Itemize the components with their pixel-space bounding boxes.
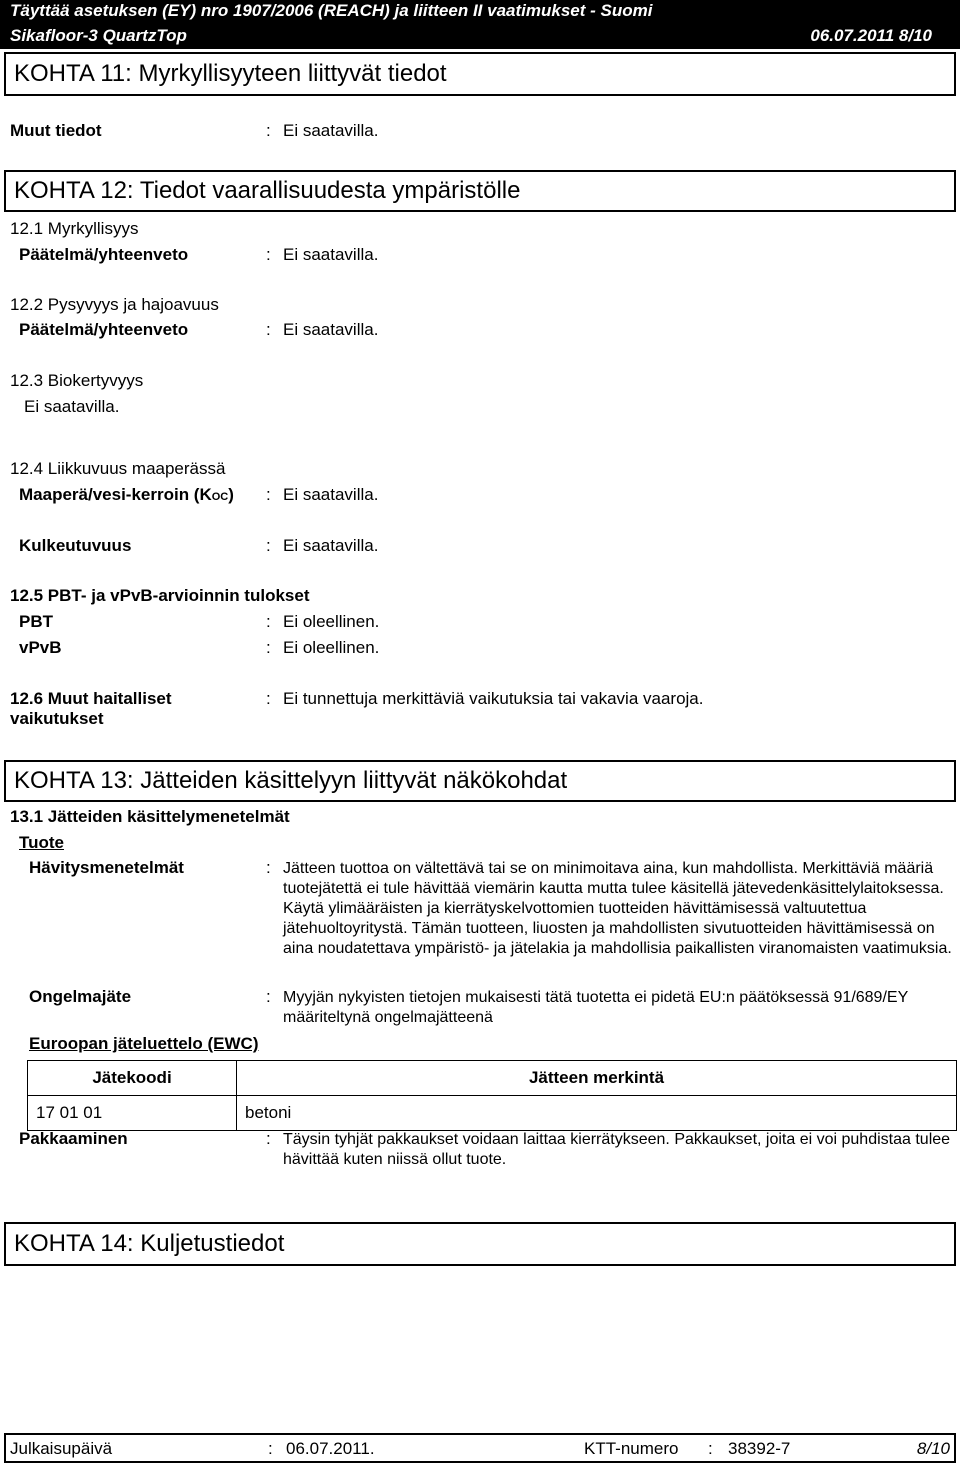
sub-13-1-title: 13.1 Jätteiden käsittelymenetelmät xyxy=(10,807,290,826)
sub-12-2-title: 12.2 Pysyvyys ja hajoavuus xyxy=(10,295,219,314)
colon: : xyxy=(266,121,271,140)
pakkaaminen-text: Täysin tyhjät pakkaukset voidaan laittaa kierrätykseen. Pakkaukset, joita ei voi puhdistaa tulee hävittää kuten niissä ollut tuote. xyxy=(283,1131,951,1168)
footer-date-value: 06.07.2011. xyxy=(286,1439,375,1458)
section-14-title: KOHTA 14: Kuljetustiedot xyxy=(14,1230,285,1257)
sub-12-5-title: 12.5 PBT- ja vPvB-arvioinnin tulokset xyxy=(10,586,310,605)
sub-12-6-value: Ei tunnettuja merkittäviä vaikutuksia tai vakavia vaaroja. xyxy=(283,689,704,708)
sub-12-3-title: 12.3 Biokertyvyys xyxy=(10,371,144,390)
table-header-code: Jätekoodi xyxy=(28,1061,237,1096)
table-row xyxy=(28,1096,957,1131)
colon: : xyxy=(266,689,271,708)
colon: : xyxy=(266,536,271,555)
colon: : xyxy=(708,1439,713,1458)
sub-12-1-title: 12.1 Myrkyllisyys xyxy=(10,219,139,238)
colon: : xyxy=(266,987,271,1006)
section-13-title: KOHTA 13: Jätteiden käsittelyyn liittyvät näkökohdat xyxy=(14,767,568,794)
colon: : xyxy=(266,638,271,657)
colon: : xyxy=(266,858,271,877)
section-11-title: KOHTA 11: Myrkyllisyyteen liittyvät tiedot xyxy=(14,60,447,87)
footer-ktt-label: KTT-numero xyxy=(584,1439,679,1458)
colon: : xyxy=(266,320,271,339)
havitys-text: Jätteen tuottoa on vältettävä tai se on minimoitava aina, kun mahdollista. Merkittäviä määriä tuotejätettä ei tule hävittää viemärin kautta mutta tulee käsitellä jätevedenkäsittelylaitoksessa. Käytä ylimääräisten ja kierrätyskelvottomien tuotteiden hävittämisessä valtuutettua jätehuoltoyritystä. Tämän tuotteen, liuosten ja mahdollisten sivutuotteiden hävittämisessä on aina noudatettava ympäristö- ja jätelakia ja mahdollisia paikallisten viranomaisten vaatimuksia. xyxy=(283,860,952,957)
table-header-row xyxy=(28,1061,957,1096)
havitys-label: Hävitysmenetelmät xyxy=(29,858,184,877)
table-cell-desc: betoni xyxy=(237,1096,957,1131)
koc-label-b: ) xyxy=(228,485,234,504)
colon: : xyxy=(266,485,271,504)
colon: : xyxy=(266,1129,271,1148)
section-12-heading xyxy=(4,170,956,212)
pbt-value: Ei oleellinen. xyxy=(283,612,380,631)
koc-value: Ei saatavilla. xyxy=(283,485,379,504)
ewc-table xyxy=(27,1060,957,1131)
sub-12-3-value: Ei saatavilla. xyxy=(24,397,120,416)
section-13-heading xyxy=(4,760,956,802)
footer-date-label: Julkaisupäivä xyxy=(10,1439,113,1458)
muut-tiedot-label: Muut tiedot xyxy=(10,121,102,140)
koc-label-a: Maaperä/vesi-kerroin (K xyxy=(19,485,212,504)
sub-12-6-title-b: vaikutukset xyxy=(10,709,104,728)
colon: : xyxy=(268,1439,273,1458)
kulkeutuvuus-value: Ei saatavilla. xyxy=(283,536,379,555)
ongelmajate-label: Ongelmajäte xyxy=(29,987,132,1006)
ewc-title: Euroopan jäteluettelo (EWC) xyxy=(29,1034,259,1053)
date-page: 06.07.2011 8/10 xyxy=(810,26,932,45)
colon: : xyxy=(266,612,271,631)
footer-page: 8/10 xyxy=(916,1439,950,1458)
sub-12-1-label: Päätelmä/yhteenveto xyxy=(19,245,189,264)
sub-12-2-label: Päätelmä/yhteenveto xyxy=(19,320,189,339)
sub-12-4-title: 12.4 Liikkuvuus maaperässä xyxy=(10,459,226,478)
product-name: Sikafloor-3 QuartzTop xyxy=(10,26,187,45)
sub-12-6-title-a: 12.6 Muut haitalliset xyxy=(10,689,172,708)
colon: : xyxy=(266,245,271,264)
vpvb-label: vPvB xyxy=(19,638,62,657)
footer-ktt-value: 38392-7 xyxy=(728,1439,791,1458)
pbt-label: PBT xyxy=(19,612,53,631)
muut-tiedot-value: Ei saatavilla. xyxy=(283,121,379,140)
pakkaaminen-label: Pakkaaminen xyxy=(19,1129,128,1148)
kulkeutuvuus-label: Kulkeutuvuus xyxy=(19,536,132,555)
koc-label xyxy=(19,485,234,505)
document-header xyxy=(0,0,960,22)
sub-12-1-value: Ei saatavilla. xyxy=(283,245,379,264)
footer xyxy=(4,1433,956,1463)
section-11-heading xyxy=(4,52,956,96)
table-cell-code: 17 01 01 xyxy=(28,1096,237,1131)
tuote-heading: Tuote xyxy=(19,833,65,852)
document-title: Täyttää asetuksen (EY) nro 1907/2006 (REACH) ja liitteen II vaatimukset - Suomi xyxy=(10,1,653,20)
ongelmajate-text: Myyjän nykyisten tietojen mukaisesti tätä tuotetta ei pidetä EU:n päätöksessä 91/689/EY määriteltynä ongelmajätteenä xyxy=(283,989,908,1026)
koc-label-sub: OC xyxy=(211,491,229,503)
table-header-desc: Jätteen merkintä xyxy=(237,1061,957,1096)
section-14-heading xyxy=(4,1222,956,1266)
section-12-title: KOHTA 12: Tiedot vaarallisuudesta ympäristölle xyxy=(14,177,521,204)
vpvb-value: Ei oleellinen. xyxy=(283,638,380,657)
product-bar xyxy=(0,22,960,49)
sub-12-2-value: Ei saatavilla. xyxy=(283,320,379,339)
